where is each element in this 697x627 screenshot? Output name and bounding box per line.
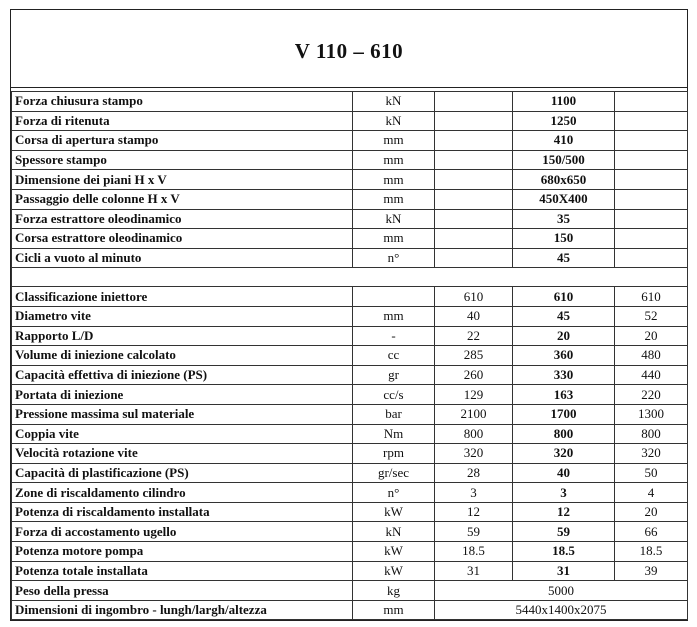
- row-label: Dimensione dei piani H x V: [12, 170, 353, 190]
- table-row: [12, 424, 688, 444]
- row-unit: gr/sec: [353, 463, 435, 483]
- table-row: [12, 248, 688, 268]
- value-col-2: 610: [513, 287, 615, 307]
- row-unit: kg: [353, 581, 435, 601]
- row-label: Corsa estrattore oleodinamico: [12, 229, 353, 249]
- value-col-3: 480: [615, 346, 688, 366]
- row-value: 5440x1400x2075: [435, 600, 688, 620]
- row-label: Portata di iniezione: [12, 385, 353, 405]
- table-row: [12, 287, 688, 307]
- row-unit: mm: [353, 150, 435, 170]
- table-row: [12, 581, 688, 601]
- value-col-1: 28: [435, 463, 513, 483]
- value-col-2: 320: [513, 444, 615, 464]
- value-col-3: 20: [615, 326, 688, 346]
- table-row: [12, 522, 688, 542]
- value-col-1: 129: [435, 385, 513, 405]
- table-row: [12, 542, 688, 562]
- row-value: 1250: [513, 111, 615, 131]
- value-col-3: 20: [615, 502, 688, 522]
- row-label: Corsa di apertura stampo: [12, 131, 353, 151]
- table-row: [12, 111, 688, 131]
- row-unit: kW: [353, 542, 435, 562]
- row-unit: kW: [353, 561, 435, 581]
- value-col-1: 31: [435, 561, 513, 581]
- table-row: [12, 502, 688, 522]
- value-col-3: 1300: [615, 404, 688, 424]
- row-label: Potenza di riscaldamento installata: [12, 502, 353, 522]
- row-unit: mm: [353, 229, 435, 249]
- row-unit: Nm: [353, 424, 435, 444]
- value-col-3: 220: [615, 385, 688, 405]
- row-unit: n°: [353, 248, 435, 268]
- row-unit: mm: [353, 189, 435, 209]
- row-value: 35: [513, 209, 615, 229]
- row-label: Forza di ritenuta: [12, 111, 353, 131]
- value-col-2: 12: [513, 502, 615, 522]
- row-label: Capacità effettiva di iniezione (PS): [12, 365, 353, 385]
- value-col-2: 20: [513, 326, 615, 346]
- row-label: Potenza totale installata: [12, 561, 353, 581]
- value-col-1: 2100: [435, 404, 513, 424]
- value-col-1: 40: [435, 306, 513, 326]
- table-row: [12, 229, 688, 249]
- row-unit: kN: [353, 522, 435, 542]
- value-col-3: 320: [615, 444, 688, 464]
- row-unit: cc/s: [353, 385, 435, 405]
- table-row: [12, 385, 688, 405]
- table-row: [12, 404, 688, 424]
- value-col-1: 59: [435, 522, 513, 542]
- row-label: Diametro vite: [12, 306, 353, 326]
- value-col-3: 610: [615, 287, 688, 307]
- table-row: [12, 150, 688, 170]
- row-label: Peso della pressa: [12, 581, 353, 601]
- row-unit: mm: [353, 306, 435, 326]
- value-col-2: 3: [513, 483, 615, 503]
- table-row: [12, 131, 688, 151]
- row-value: 680x650: [513, 170, 615, 190]
- value-col-2: 45: [513, 306, 615, 326]
- value-col-1: 320: [435, 444, 513, 464]
- row-label: Forza di accostamento ugello: [12, 522, 353, 542]
- value-col-3: 66: [615, 522, 688, 542]
- value-col-2: 800: [513, 424, 615, 444]
- table-row: [12, 600, 688, 620]
- value-col-2: 31: [513, 561, 615, 581]
- value-col-2: 59: [513, 522, 615, 542]
- row-unit: kN: [353, 92, 435, 112]
- row-value: 150/500: [513, 150, 615, 170]
- row-label: Potenza motore pompa: [12, 542, 353, 562]
- value-col-3: 52: [615, 306, 688, 326]
- row-value: 450X400: [513, 189, 615, 209]
- row-label: Pressione massima sul materiale: [12, 404, 353, 424]
- row-value: 410: [513, 131, 615, 151]
- row-value: 45: [513, 248, 615, 268]
- value-col-2: 163: [513, 385, 615, 405]
- value-col-1: 22: [435, 326, 513, 346]
- title-box: [11, 10, 687, 88]
- value-col-2: 1700: [513, 404, 615, 424]
- value-col-3: 4: [615, 483, 688, 503]
- value-col-2: 360: [513, 346, 615, 366]
- row-label: Rapporto L/D: [12, 326, 353, 346]
- row-unit: gr: [353, 365, 435, 385]
- value-col-1: 285: [435, 346, 513, 366]
- table-row: [12, 189, 688, 209]
- value-col-2: 40: [513, 463, 615, 483]
- value-col-1: 610: [435, 287, 513, 307]
- value-col-1: 260: [435, 365, 513, 385]
- table-row: [12, 444, 688, 464]
- table-row: [12, 209, 688, 229]
- spec-sheet: [10, 9, 688, 621]
- value-col-2: 18.5: [513, 542, 615, 562]
- value-col-1: 800: [435, 424, 513, 444]
- row-value: 5000: [435, 581, 688, 601]
- row-label: Volume di iniezione calcolato: [12, 346, 353, 366]
- value-col-1: 3: [435, 483, 513, 503]
- row-unit: kN: [353, 111, 435, 131]
- row-unit: n°: [353, 483, 435, 503]
- spacer-row: [12, 268, 688, 287]
- spec-table: [11, 91, 688, 620]
- row-unit: [353, 287, 435, 307]
- value-col-3: 440: [615, 365, 688, 385]
- row-unit: mm: [353, 131, 435, 151]
- row-value: 150: [513, 229, 615, 249]
- row-label: Coppia vite: [12, 424, 353, 444]
- row-label: Spessore stampo: [12, 150, 353, 170]
- table-row: [12, 326, 688, 346]
- row-label: Forza chiusura stampo: [12, 92, 353, 112]
- value-col-3: 18.5: [615, 542, 688, 562]
- row-unit: mm: [353, 600, 435, 620]
- row-label: Zone di riscaldamento cilindro: [12, 483, 353, 503]
- row-label: Classificazione iniettore: [12, 287, 353, 307]
- row-label: Cicli a vuoto al minuto: [12, 248, 353, 268]
- row-unit: cc: [353, 346, 435, 366]
- value-col-3: 800: [615, 424, 688, 444]
- table-row: [12, 306, 688, 326]
- row-unit: rpm: [353, 444, 435, 464]
- row-unit: bar: [353, 404, 435, 424]
- table-row: [12, 170, 688, 190]
- value-col-1: 12: [435, 502, 513, 522]
- row-unit: -: [353, 326, 435, 346]
- value-col-3: 50: [615, 463, 688, 483]
- table-row: [12, 483, 688, 503]
- page-title: V 110 – 610: [294, 39, 404, 63]
- row-label: Dimensioni di ingombro - lungh/largh/altezza: [12, 600, 353, 620]
- table-row: [12, 561, 688, 581]
- row-unit: kW: [353, 502, 435, 522]
- row-value: 1100: [513, 92, 615, 112]
- value-col-1: 18.5: [435, 542, 513, 562]
- table-row: [12, 92, 688, 112]
- table-row: [12, 365, 688, 385]
- table-row: [12, 463, 688, 483]
- table-row: [12, 346, 688, 366]
- row-label: Passaggio delle colonne H x V: [12, 189, 353, 209]
- row-unit: mm: [353, 170, 435, 190]
- row-label: Capacità di plastificazione (PS): [12, 463, 353, 483]
- row-unit: kN: [353, 209, 435, 229]
- row-label: Forza estrattore oleodinamico: [12, 209, 353, 229]
- value-col-2: 330: [513, 365, 615, 385]
- row-label: Velocità rotazione vite: [12, 444, 353, 464]
- value-col-3: 39: [615, 561, 688, 581]
